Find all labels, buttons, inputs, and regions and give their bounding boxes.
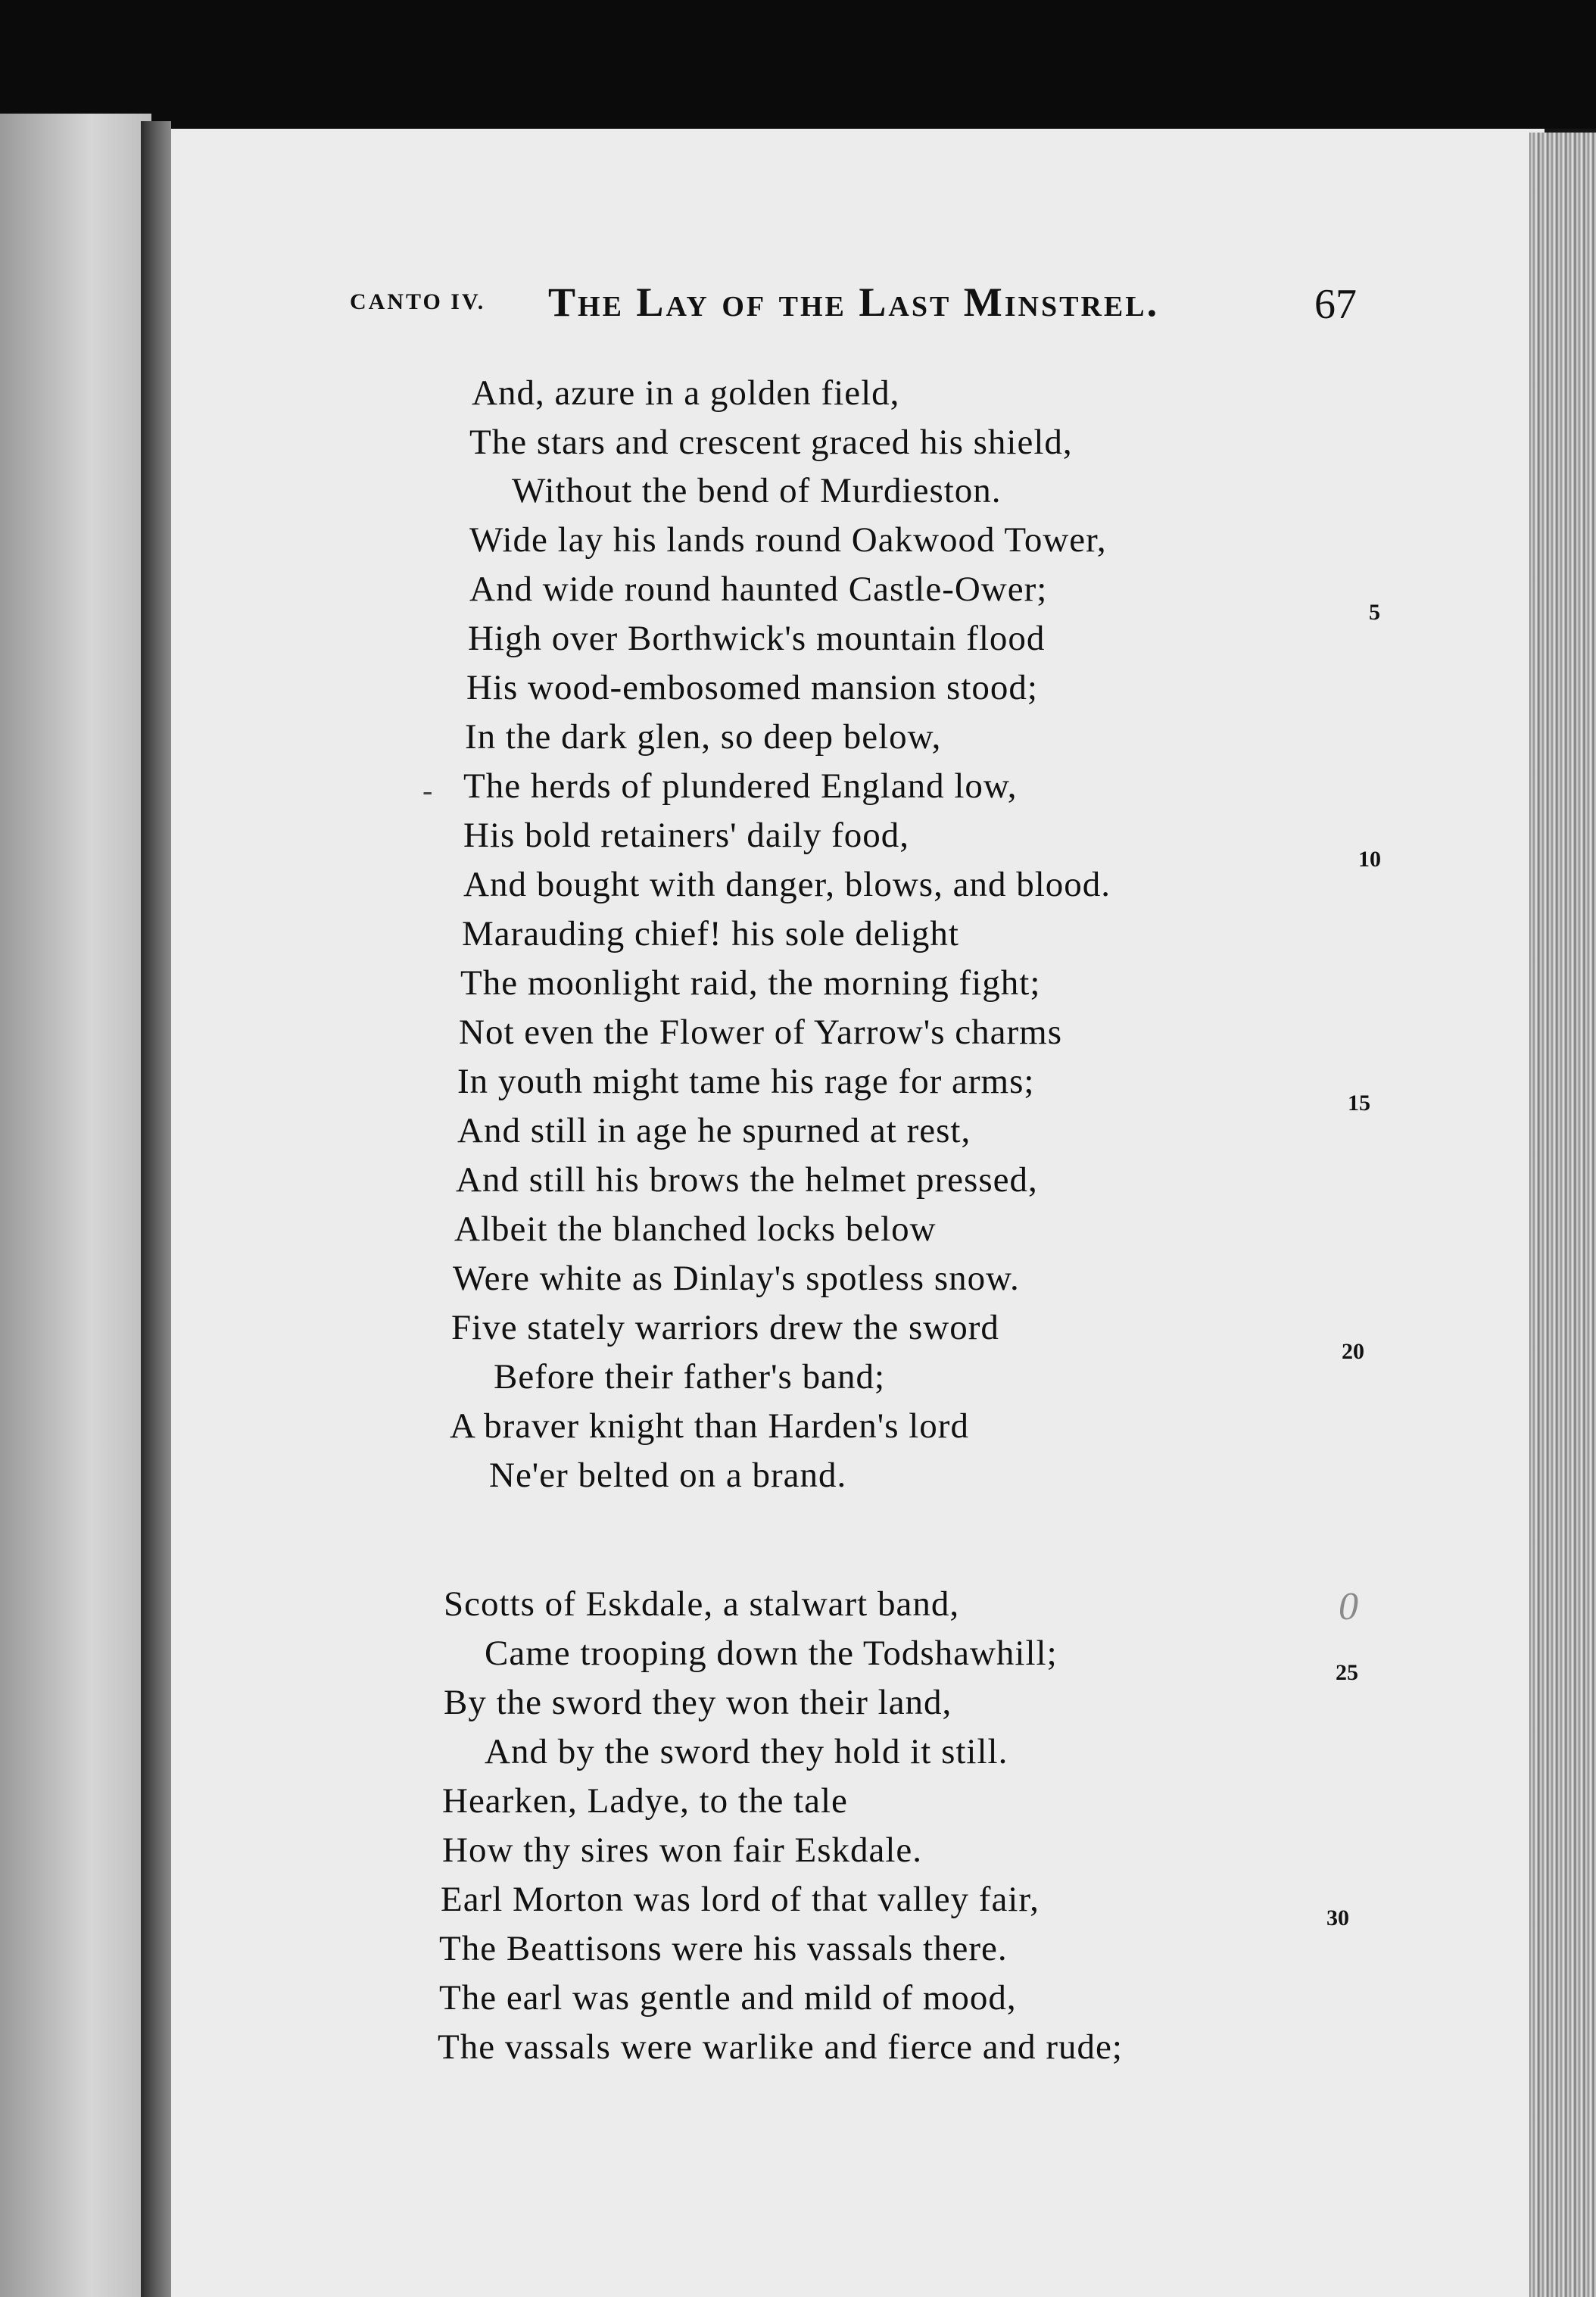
line-number: 30 (1326, 1905, 1349, 1930)
verse-line: Marauding chief! his sole delight (462, 914, 959, 953)
verse-line: Not even the Flower of Yarrow's charms (459, 1013, 1063, 1052)
verse-line: His wood-embosomed mansion stood; (466, 668, 1038, 707)
verse-line: Ne'er belted on a brand. (489, 1456, 847, 1495)
verse-line: Earl Morton was lord of that valley fair, (441, 1880, 1040, 1919)
page-stack-edge (1529, 133, 1596, 2297)
line-number: 25 (1336, 1660, 1358, 1685)
verse-line: Scotts of Eskdale, a stalwart band, (444, 1584, 960, 1624)
verse-line: And bought with danger, blows, and blood. (463, 865, 1111, 904)
verse-line: Without the bend of Murdieston. (512, 471, 1002, 510)
stray-mark: - (422, 773, 433, 807)
verse-line: And still his brows the helmet pressed, (456, 1160, 1038, 1200)
line-number: 5 (1369, 600, 1380, 625)
verse-line: High over Borthwick's mountain flood (468, 619, 1046, 658)
verse-line: Before their father's band; (494, 1357, 886, 1397)
verse-line: In youth might tame his rage for arms; (457, 1062, 1035, 1101)
verse-line: By the sword they won their land, (444, 1683, 952, 1722)
line-number: 10 (1358, 847, 1381, 872)
left-page-edge (0, 114, 151, 2297)
verse-line: The stars and crescent graced his shield, (469, 423, 1073, 462)
verse-line: Came trooping down the Todshawhill; (485, 1634, 1058, 1673)
verse-line: The vassals were warlike and fierce and rude; (438, 2027, 1123, 2067)
verse-line: Were white as Dinlay's spotless snow. (453, 1259, 1020, 1298)
verse-line: And, azure in a golden field, (472, 373, 900, 413)
verse-line: Five stately warriors drew the sword (451, 1308, 999, 1347)
verse-line: And wide round haunted Castle-Ower; (469, 570, 1048, 609)
verse-line: Albeit the blanched locks below (454, 1209, 937, 1249)
verse-line: His bold retainers' daily food, (463, 816, 909, 855)
verse-line: In the dark glen, so deep below, (465, 717, 942, 757)
verse-line: And still in age he spurned at rest, (457, 1111, 971, 1150)
verse-line: Wide lay his lands round Oakwood Tower, (469, 520, 1107, 560)
line-number: 15 (1348, 1091, 1370, 1116)
line-number: 20 (1342, 1339, 1364, 1364)
pencil-margin-mark: 0 (1339, 1585, 1358, 1628)
verse-line: The earl was gentle and mild of mood, (439, 1978, 1017, 2018)
verse-line: A braver knight than Harden's lord (450, 1406, 969, 1446)
book-gutter (141, 121, 171, 2297)
verse-line: How thy sires won fair Eskdale. (442, 1830, 923, 1870)
verse-line: The herds of plundered England low, (463, 766, 1018, 806)
book-title: The Lay of the Last Minstrel. (548, 279, 1160, 325)
running-head (350, 279, 1372, 339)
verse-line: The moonlight raid, the morning fight; (460, 963, 1041, 1003)
verse-line: And by the sword they hold it still. (485, 1732, 1008, 1771)
canto-label: CANTO IV. (350, 289, 486, 314)
scan-background-top (0, 0, 1596, 129)
page-number: 67 (1314, 281, 1357, 328)
verse-line: Hearken, Ladye, to the tale (442, 1781, 848, 1821)
verse-line: The Beattisons were his vassals there. (439, 1929, 1008, 1968)
